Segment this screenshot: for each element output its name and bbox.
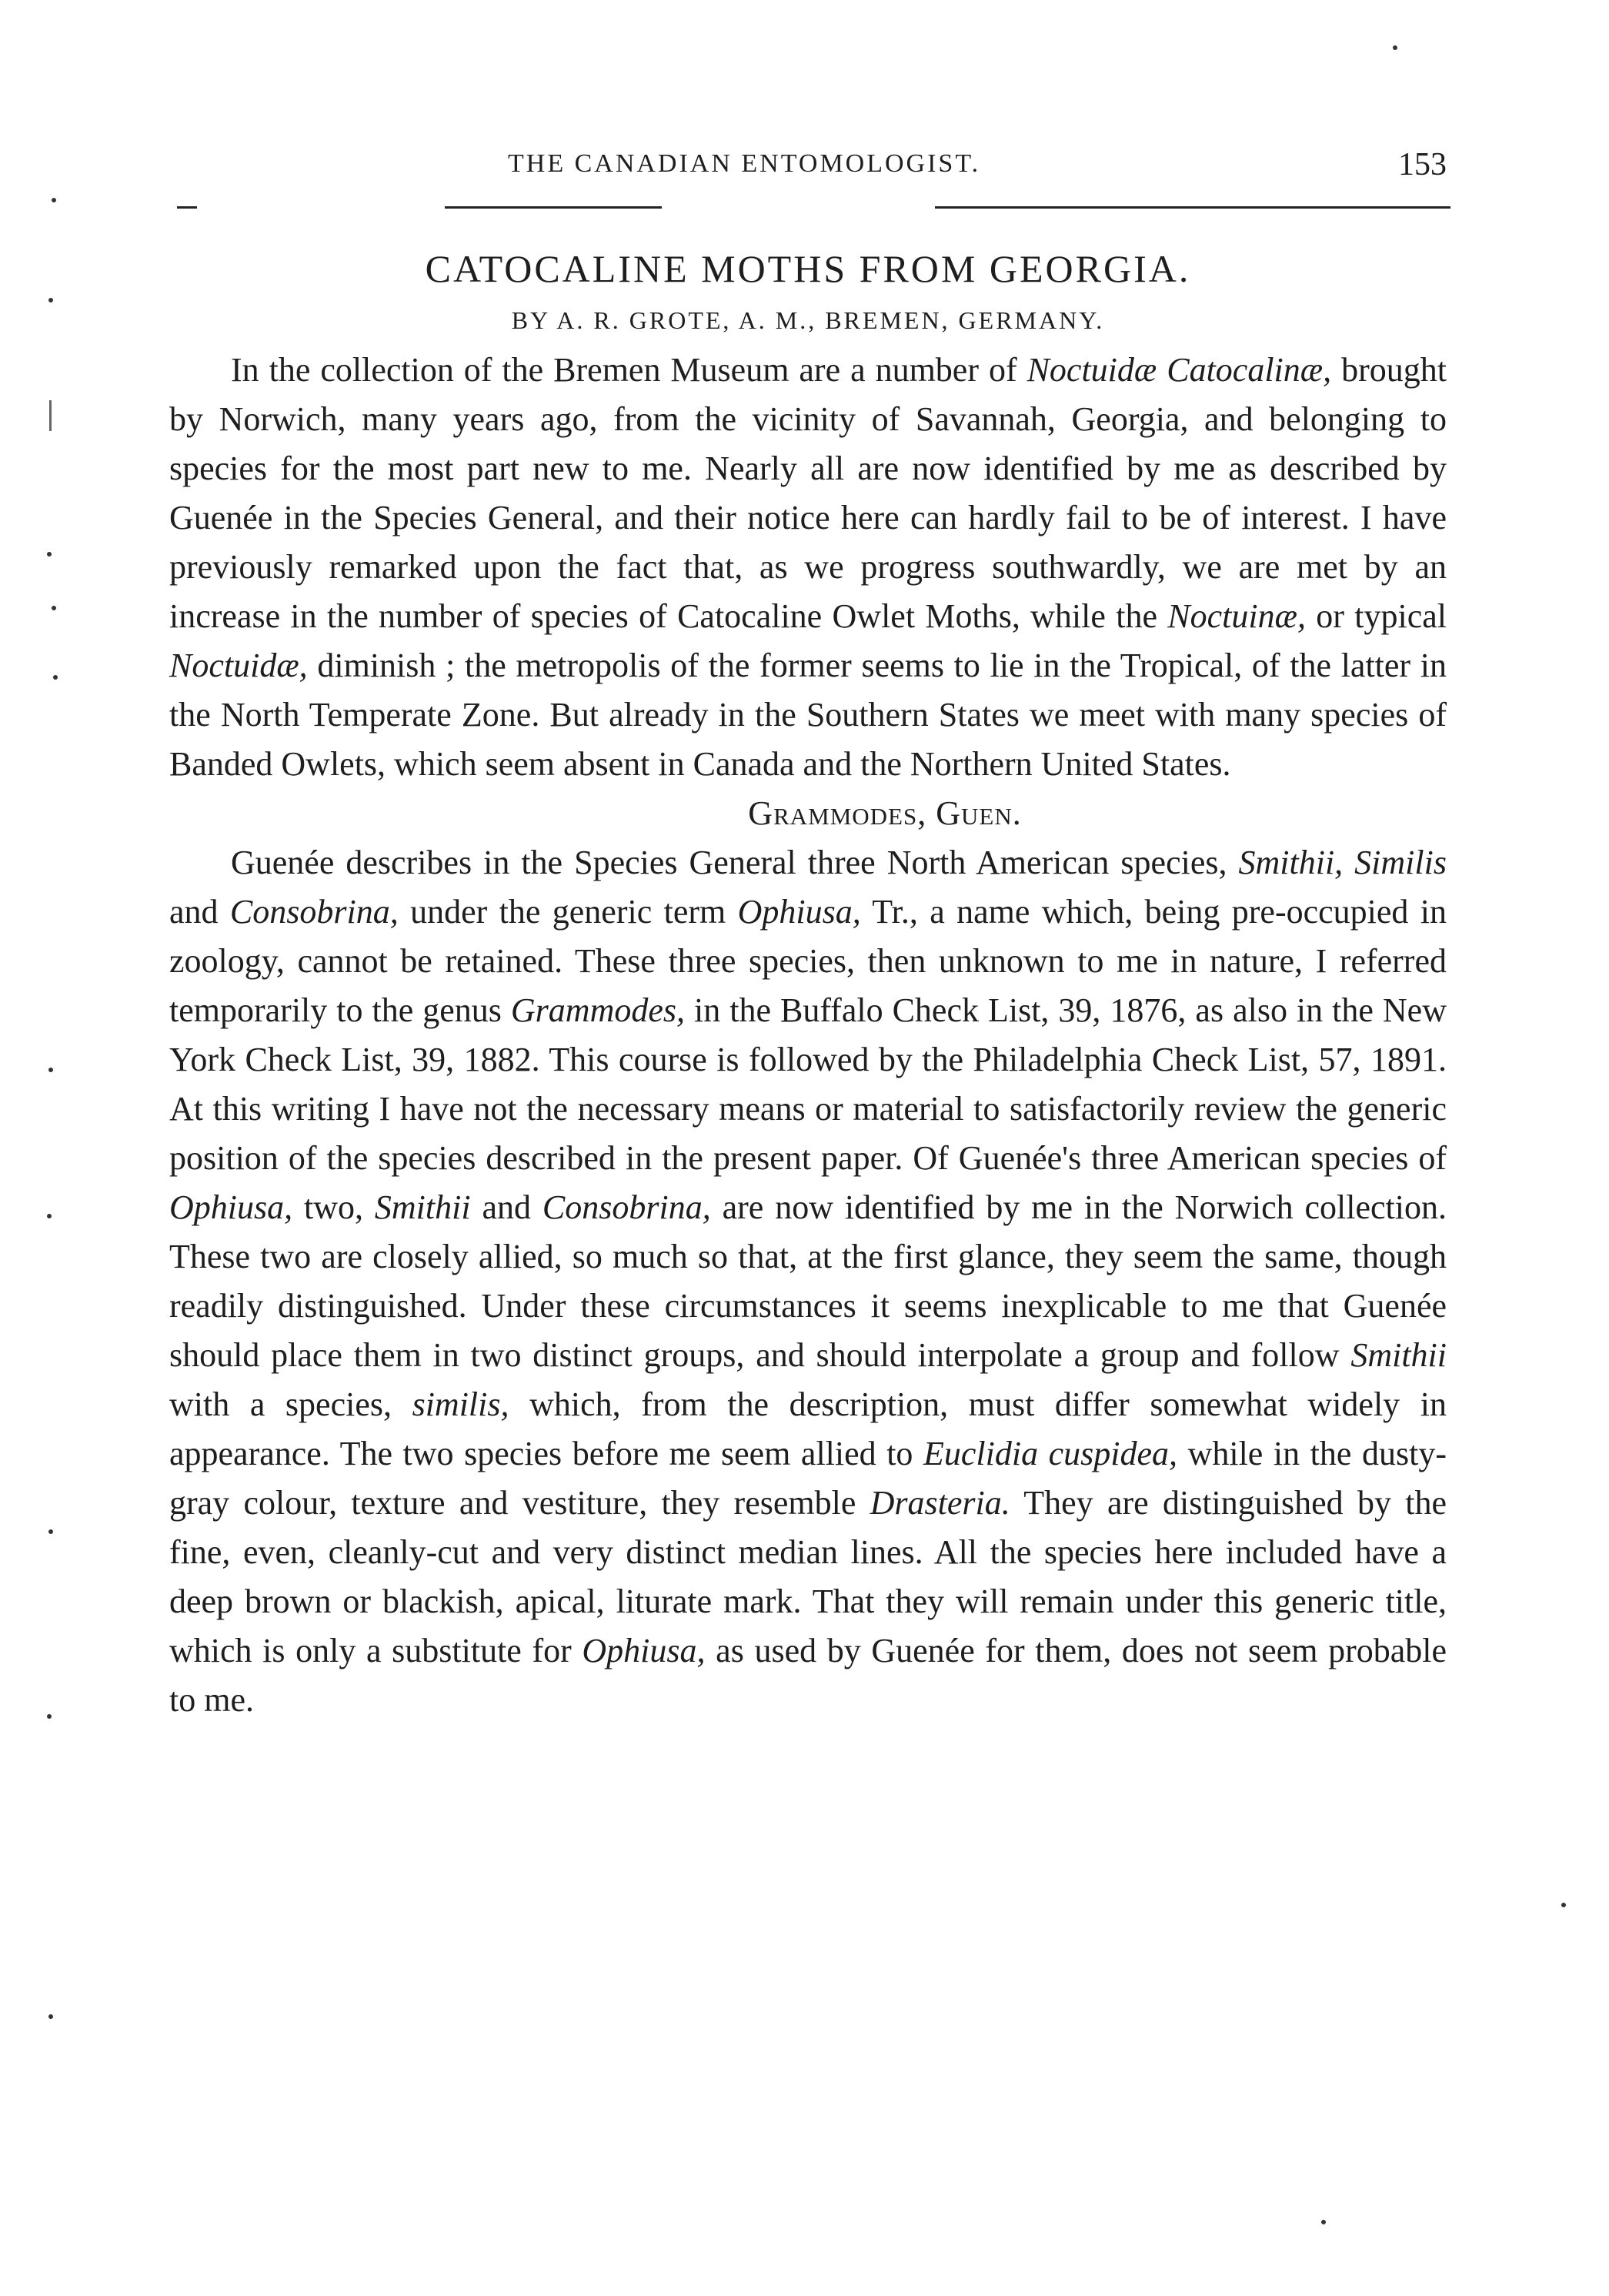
page-number: 153 [1398, 147, 1447, 182]
text-run: which, from the description, must differ somewhat widely in appearance. The two species before me seem allied to [169, 1385, 1447, 1472]
text-run: as used by Guenée for them, does not seem probable to me. [169, 1632, 1447, 1719]
page [169, 146, 1447, 1725]
text-run: two, [292, 1188, 375, 1226]
text-run: Guenée describes in the Species General three North American species, [231, 844, 1239, 881]
italic-taxon: similis, [412, 1385, 509, 1423]
italic-taxon: Grammodes, [510, 991, 685, 1029]
header-rule-short [177, 206, 197, 209]
intro-paragraph [169, 346, 1447, 789]
text-run: with a species, [169, 1385, 412, 1423]
italic-taxon: Consobrina, [229, 893, 399, 931]
running-head [169, 146, 1447, 192]
italic-taxon: Ophiusa, [582, 1632, 706, 1669]
text-run: under the generic term [398, 893, 738, 931]
text-run: Tr., a name which, being pre-occupied in zoology, cannot be retained. These three species, then unknown to me in nature, I referred temporarily to the genus [169, 893, 1447, 1029]
text-run: They are distinguished by the fine, even, cleanly-cut and very distinct median lines. All the species here included have a deep brown or blackish, apical, liturate mark. That they will remain under this generic title, which is only a substitute for [169, 1484, 1447, 1669]
article-byline: BY A. R. GROTE, A. M., BREMEN, GERMANY. [511, 306, 1105, 334]
text-run: and [169, 893, 230, 931]
italic-taxon: Ophiusa, [169, 1188, 293, 1226]
body-paragraph [169, 838, 1447, 1725]
header-rules [169, 192, 1447, 223]
header-rule-middle [445, 206, 662, 209]
italic-taxon: Ophiusa, [737, 893, 861, 931]
italic-taxon: Consobrina, [542, 1188, 711, 1226]
text-run: or typical [1305, 597, 1447, 635]
text-run: In the collection of the Bremen Museum are a number of [231, 351, 1027, 389]
text-run: diminish ; the metropolis of the former seems to lie in the Tropical, of the latter in the North Temperate Zone. But already in the Southern States we meet with many species of Banded Owlets, which seem absent in Canada and the Northern United States. [169, 647, 1447, 783]
journal-title: THE CANADIAN ENTOMOLOGIST. [508, 149, 981, 178]
text-run: and [470, 1188, 542, 1226]
text-run: brought by Norwich, many years ago, from the vicinity of Savannah, Georgia, and belonging to species for the most part new to me. Nearly all are now identified by me as described by Guenée in the Species General, and their notice here can hardly fail to be of interest. I have previously remarked upon the fact that, as we progress southwardly, we are met by an increase in the number of species of Catocaline Owlet Moths, while the [169, 351, 1447, 635]
section-heading: Grammodes, Guen. [748, 794, 1022, 832]
text-run: are now identified by me in the Norwich collection. These two are closely allied, so much so that, at the first glance, they seem the same, though readily distinguished. Under these circumstances it seems inexplicable to me that Guenée should place them in two distinct groups, and should interpolate a group and follow [169, 1188, 1447, 1374]
italic-taxon: Noctuinæ, [1167, 597, 1306, 635]
italic-taxon: Smithii [1350, 1336, 1447, 1374]
header-rule-long [935, 206, 1450, 209]
italic-taxon: Euclidia cuspidea, [923, 1435, 1178, 1472]
italic-taxon: Drasteria. [870, 1484, 1010, 1522]
italic-taxon: Smithii [374, 1188, 471, 1226]
text-run: in the Buffalo Check List, 39, 1876, as also in the New York Check List, 39, 1882. This course is followed by the Philadelphia Check List, 57, 1891. At this writing I have not the necessary means or material to satisfactorily review the generic position of the species described in the present paper. Of Guenée's three American species of [169, 991, 1447, 1177]
italic-taxon: Noctuidæ, [169, 647, 308, 684]
italic-taxon: Noctuidæ Catocalinæ, [1026, 351, 1332, 389]
text-run: while in the dusty-gray colour, texture and vestiture, they resemble [169, 1435, 1447, 1522]
article-title: CATOCALINE MOTHS FROM GEORGIA. [425, 247, 1191, 290]
italic-taxon: Smithii, Similis [1238, 844, 1447, 881]
